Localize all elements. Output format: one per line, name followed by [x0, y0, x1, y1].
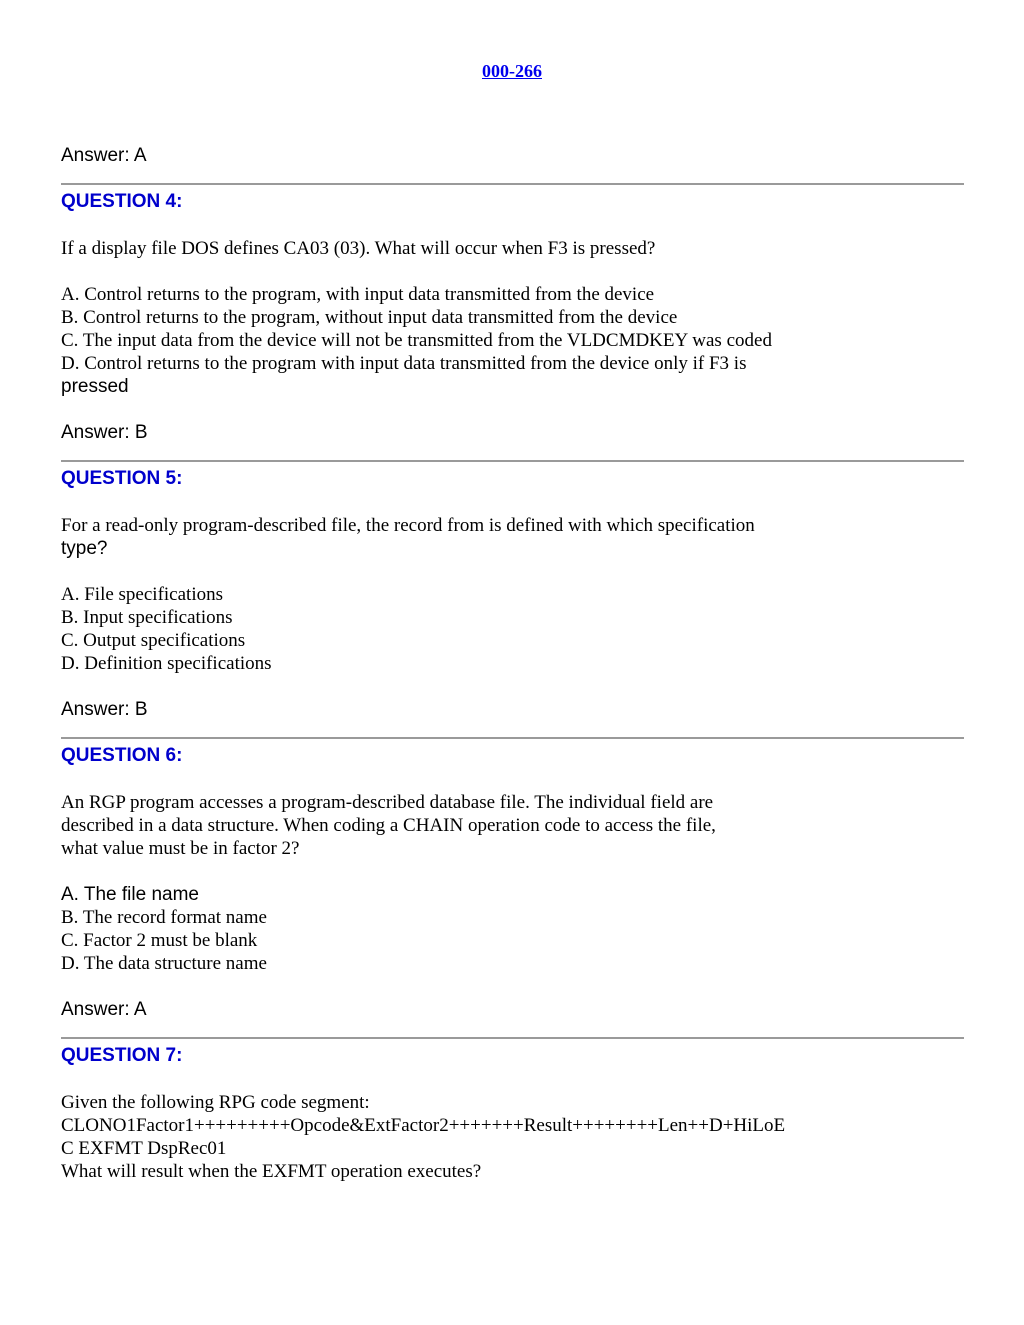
divider: [61, 737, 964, 739]
option-a: A. The file name: [61, 884, 200, 905]
option-a: A. File specifications: [61, 584, 223, 605]
question-6-title: QUESTION 6:: [61, 745, 183, 766]
option-d: D. Control returns to the program with input data transmitted from the device only if F3 is: [61, 353, 747, 374]
option-c: C. The input data from the device will not be transmitted from the VLDCMDKEY was coded: [61, 330, 772, 351]
divider: [61, 460, 964, 462]
option-b: B. Input specifications: [61, 607, 233, 628]
question-text-line: described in a data structure. When coding a CHAIN operation code to access the file,: [61, 815, 716, 836]
code-line: CLONO1Factor1+++++++++Opcode&ExtFactor2+++++++Result++++++++Len++D+HiLoE: [61, 1115, 786, 1136]
doc-code-link[interactable]: 000-266: [482, 61, 542, 81]
answer-q3: Answer: A: [61, 145, 147, 166]
option-d-continuation: pressed: [61, 376, 129, 397]
option-c: C. Output specifications: [61, 630, 246, 651]
option-a: A. Control returns to the program, with input data transmitted from the device: [61, 284, 655, 305]
question-text-line: For a read-only program-described file, the record from is defined with which specification: [61, 515, 755, 536]
option-c: C. Factor 2 must be blank: [61, 930, 258, 951]
question-text-line: What will result when the EXFMT operation executes?: [61, 1161, 482, 1182]
question-5-title: QUESTION 5:: [61, 468, 183, 489]
question-text-continuation: type?: [61, 538, 108, 559]
question-7-title: QUESTION 7:: [61, 1045, 183, 1066]
question-text-line: If a display file DOS defines CA03 (03). What will occur when F3 is pressed?: [61, 238, 656, 259]
question-text-line: An RGP program accesses a program-described database file. The individual field are: [61, 792, 714, 813]
question-6-options: [61, 883, 267, 975]
question-5-answer: Answer: B: [61, 699, 148, 720]
question-text-line: what value must be in factor 2?: [61, 838, 300, 859]
question-4-options: [61, 283, 772, 398]
question-4-title: QUESTION 4:: [61, 191, 183, 212]
divider: [61, 183, 964, 185]
question-5-text: [61, 514, 755, 560]
option-b: B. Control returns to the program, without input data transmitted from the device: [61, 307, 678, 328]
question-text-line: Given the following RPG code segment:: [61, 1092, 370, 1113]
question-4-text: [61, 237, 655, 260]
question-7-text: [61, 1091, 785, 1183]
code-line: C EXFMT DspRec01: [61, 1138, 227, 1159]
question-5-options: [61, 583, 272, 675]
question-6-text: [61, 791, 716, 860]
question-6-answer: Answer: A: [61, 999, 147, 1020]
divider: [61, 1037, 964, 1039]
option-d: D. Definition specifications: [61, 653, 272, 674]
page-header: [0, 61, 1024, 82]
option-b: B. The record format name: [61, 907, 267, 928]
option-d: D. The data structure name: [61, 953, 267, 974]
question-4-answer: Answer: B: [61, 422, 148, 443]
